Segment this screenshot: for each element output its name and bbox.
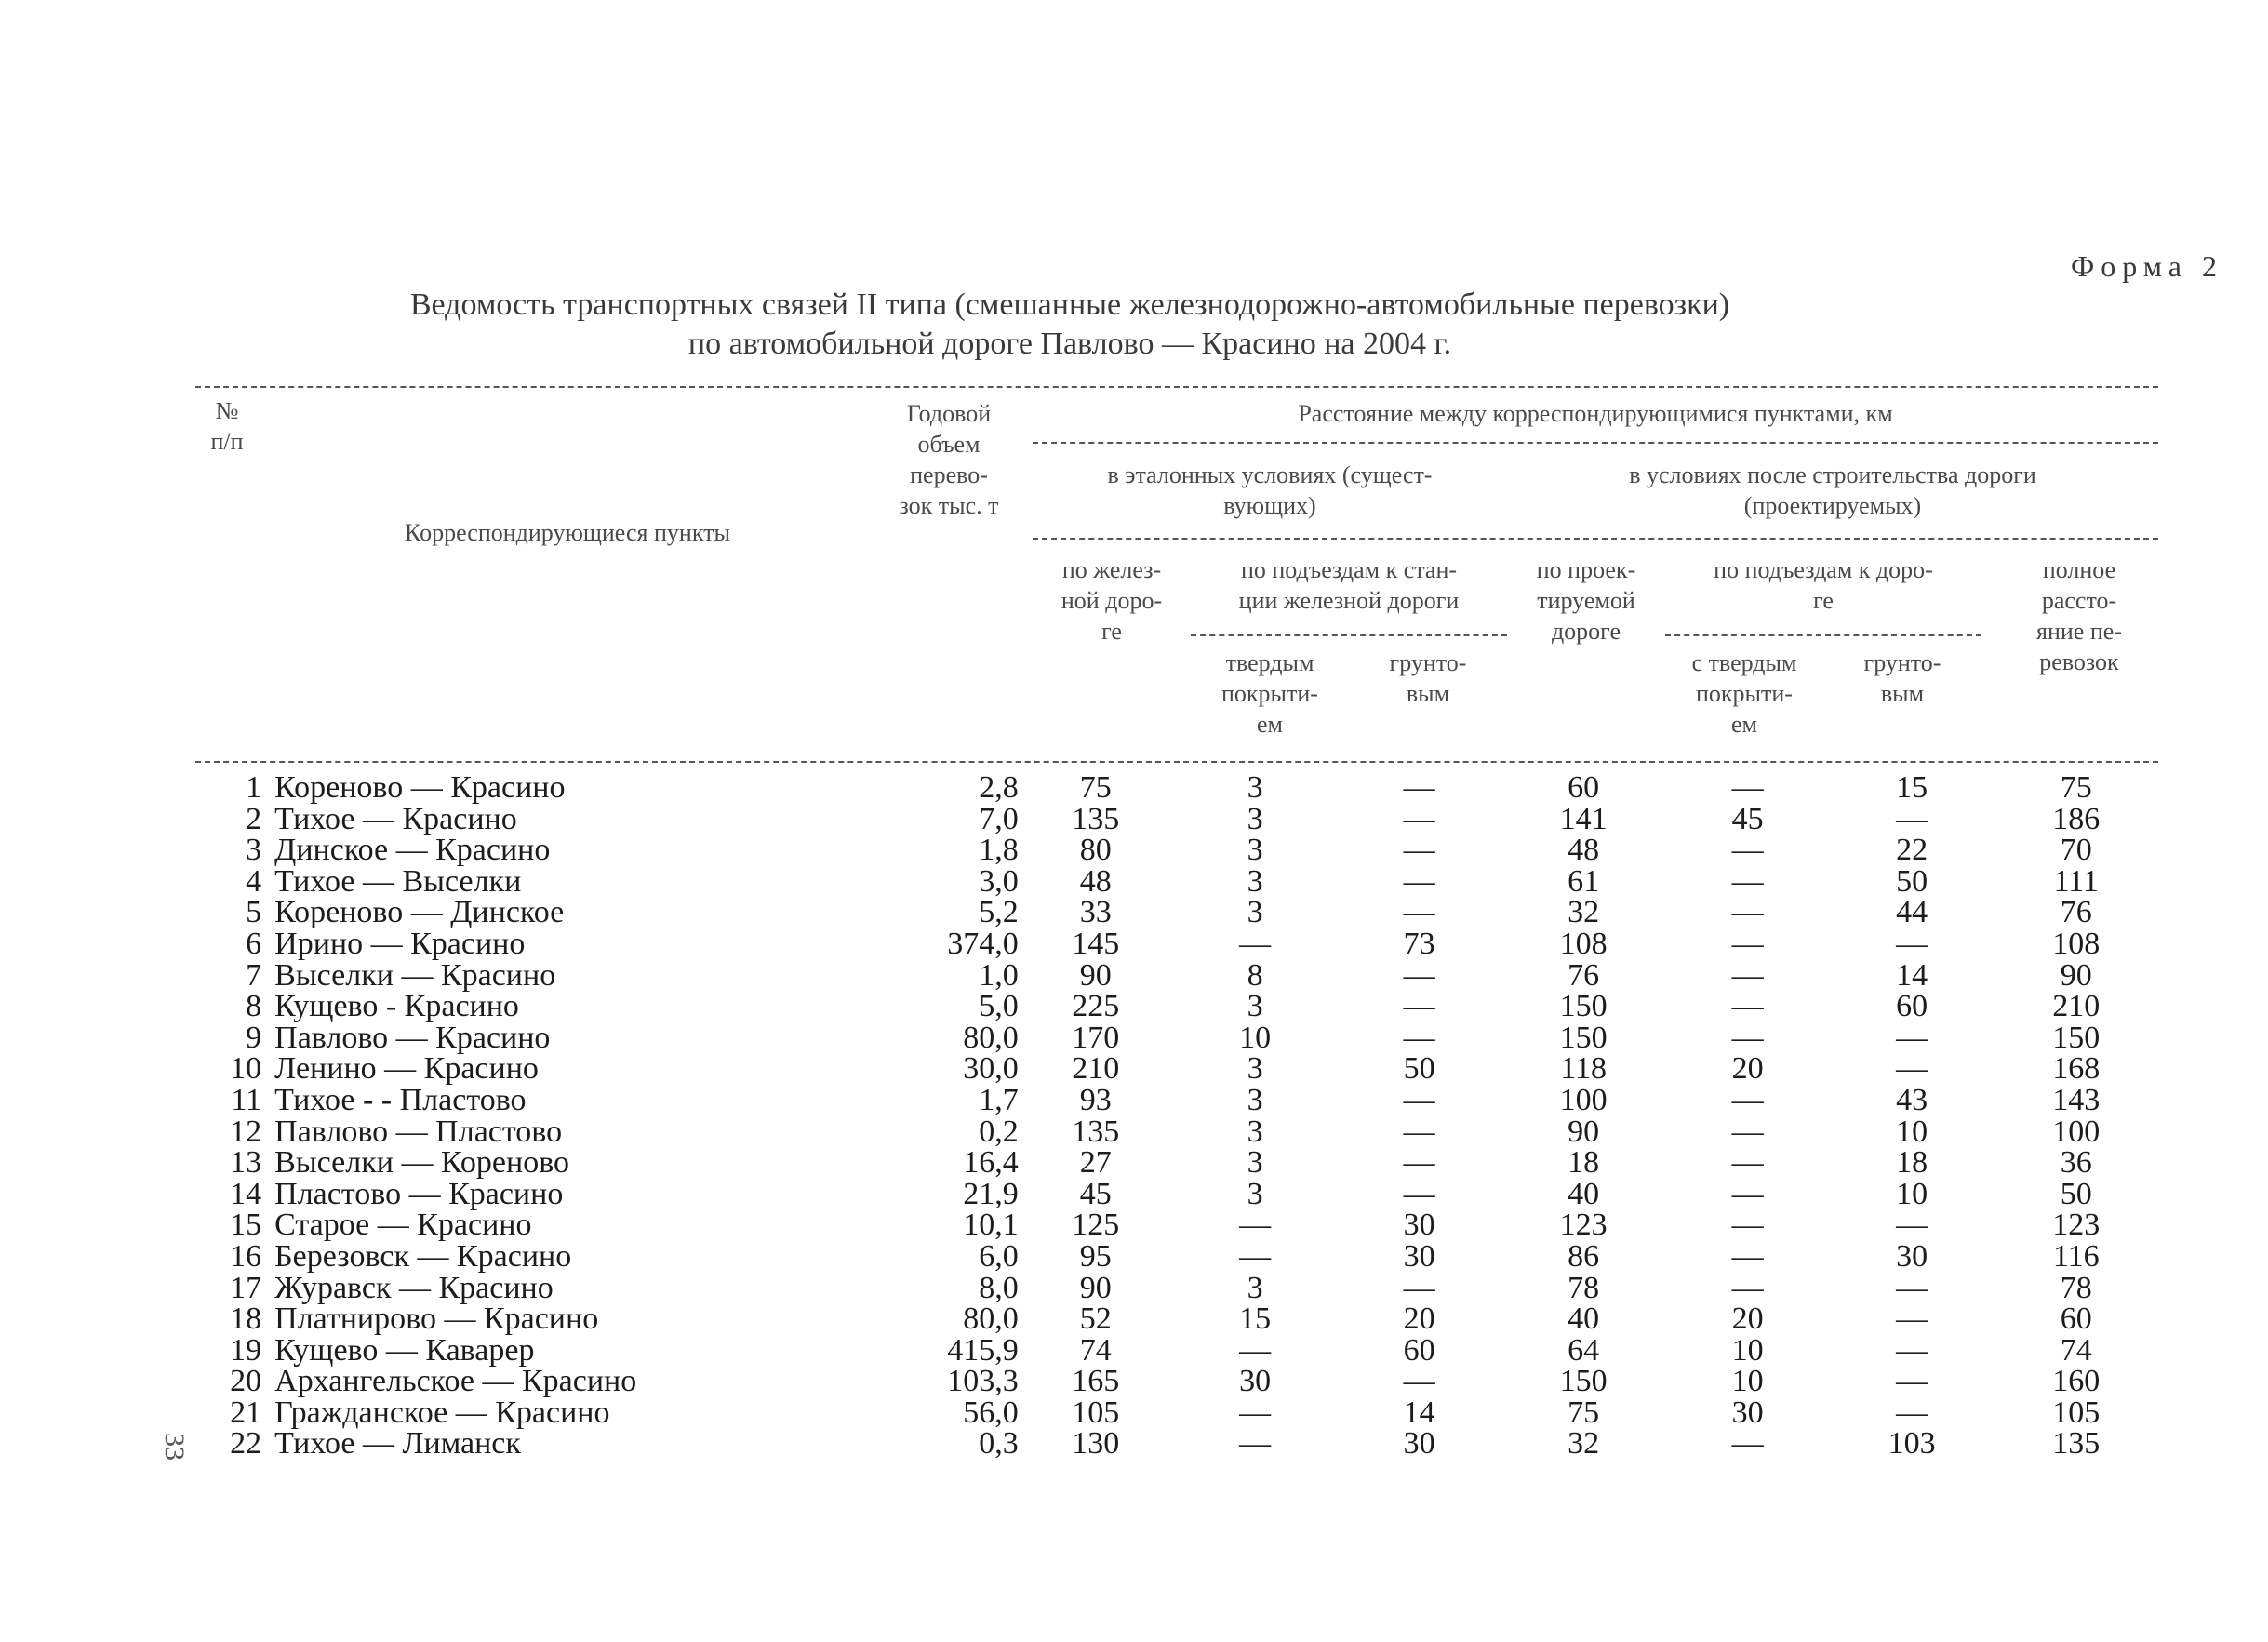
row-projected-dirt: 60 (1896, 989, 1928, 1024)
row-rail-distance: 80 (1079, 833, 1112, 868)
row-projected-distance: 108 (1559, 926, 1608, 961)
row-rail-distance: 135 (1072, 801, 1120, 836)
row-points: Платнирово — Красино (274, 1302, 599, 1337)
row-projected-dirt: 43 (1896, 1082, 1928, 1117)
row-projected-dirt: — (1896, 1395, 1928, 1430)
row-full-distance: 186 (2052, 801, 2101, 836)
row-projected-dirt: 22 (1896, 833, 1928, 868)
existing-group-header: в эталонных условиях (сущест- вующих) (1107, 461, 1433, 519)
row-dirt-access: — (1403, 1176, 1435, 1211)
row-dirt-access: 50 (1403, 1051, 1435, 1087)
row-volume: 16,4 (963, 1145, 1019, 1181)
row-projected-distance: 78 (1568, 1270, 1600, 1305)
row-hard-access: 3 (1247, 770, 1263, 805)
row-volume: 21,9 (963, 1176, 1019, 1211)
header-top-rule (195, 386, 2158, 388)
row-projected-hard: — (1731, 1208, 1764, 1243)
row-number: 19 (230, 1332, 262, 1368)
row-dirt-access: 14 (1403, 1395, 1435, 1430)
row-number: 3 (246, 833, 262, 868)
table-row (195, 772, 2158, 804)
road-access-rule (1665, 634, 1981, 636)
row-projected-distance: 40 (1568, 1176, 1600, 1211)
row-points: Павлово — Пластово (274, 1114, 563, 1149)
distance-group-header: Расстояние между корреспондирующимися пунктами, км (1298, 400, 1893, 427)
row-rail-distance: 52 (1079, 1302, 1112, 1337)
row-points: Березовск — Красино (274, 1238, 572, 1274)
row-hard-access: 3 (1247, 801, 1263, 836)
row-projected-dirt: 50 (1896, 863, 1928, 899)
row-volume: 6,0 (979, 1238, 1019, 1274)
projected-group-header: в условиях после строительства дороги (проектируемых) (1629, 461, 2036, 519)
table-row (195, 1428, 2158, 1460)
row-volume: 2,8 (979, 770, 1019, 805)
row-hard-access: 8 (1247, 957, 1263, 993)
table-row (195, 1209, 2158, 1241)
row-rail-distance: 130 (1072, 1426, 1120, 1462)
row-projected-dirt: — (1896, 1051, 1928, 1087)
row-full-distance: 135 (2052, 1426, 2101, 1462)
row-dirt-access: — (1403, 895, 1435, 930)
row-points: Тихое - - Пластово (274, 1082, 527, 1117)
row-projected-dirt: 10 (1896, 1114, 1928, 1149)
table-row (195, 1335, 2158, 1367)
row-projected-distance: 40 (1568, 1302, 1600, 1337)
table-row (195, 1053, 2158, 1085)
row-projected-hard: — (1731, 1270, 1764, 1305)
row-hard-access: 3 (1247, 989, 1263, 1024)
row-full-distance: 143 (2052, 1082, 2101, 1117)
row-volume: 5,0 (979, 989, 1019, 1024)
row-points: Павлово — Красино (274, 1020, 551, 1055)
row-number: 14 (230, 1176, 262, 1211)
page-number: 33 (159, 1433, 190, 1461)
row-number: 10 (230, 1051, 262, 1087)
row-dirt-access: 30 (1403, 1238, 1435, 1274)
row-hard-access: 3 (1247, 1051, 1263, 1087)
row-volume: 0,2 (979, 1114, 1019, 1149)
row-hard-access: — (1239, 1395, 1272, 1430)
row-dirt-access: — (1403, 1020, 1435, 1055)
row-full-distance: 111 (2053, 863, 2099, 899)
row-dirt-access: — (1403, 1364, 1435, 1399)
row-projected-hard: — (1731, 1176, 1764, 1211)
row-dirt-access: — (1403, 863, 1435, 899)
row-hard-access: — (1239, 1332, 1272, 1368)
row-projected-hard: 20 (1731, 1051, 1764, 1087)
row-projected-hard: — (1731, 895, 1764, 930)
col-full-header: полное рассто- яние пе- ревозок (2036, 556, 2122, 675)
document-title (279, 286, 1861, 364)
row-full-distance: 123 (2052, 1208, 2101, 1243)
row-projected-dirt: — (1896, 926, 1928, 961)
col-p-dirt-header: грунто- вым (1863, 649, 1941, 707)
row-projected-distance: 48 (1568, 833, 1600, 868)
row-full-distance: 76 (2060, 895, 2092, 930)
row-volume: 7,0 (979, 801, 1019, 836)
row-projected-hard: — (1731, 770, 1764, 805)
row-full-distance: 70 (2060, 833, 2092, 868)
row-hard-access: — (1239, 1238, 1272, 1274)
row-projected-dirt: 15 (1896, 770, 1928, 805)
table-row (195, 991, 2158, 1022)
row-hard-access: 3 (1247, 1145, 1263, 1181)
table-row (195, 834, 2158, 866)
row-hard-access: — (1239, 926, 1272, 961)
table-row (195, 804, 2158, 835)
row-full-distance: 74 (2060, 1332, 2092, 1368)
row-points: Ирино — Красино (274, 926, 526, 961)
table-row (195, 1085, 2158, 1116)
row-dirt-access: — (1403, 1145, 1435, 1181)
row-projected-distance: 150 (1559, 989, 1608, 1024)
table-row (195, 1179, 2158, 1210)
row-volume: 1,0 (979, 957, 1019, 993)
row-volume: 374,0 (947, 926, 1019, 961)
col-volume-header: Годовой объем перево- зок тыс. т (899, 400, 999, 519)
row-volume: 8,0 (979, 1270, 1019, 1305)
row-number: 21 (230, 1395, 262, 1430)
table-row (195, 1273, 2158, 1304)
subgroup-rule (1033, 538, 2158, 540)
row-projected-distance: 18 (1568, 1145, 1600, 1181)
row-rail-distance: 225 (1072, 989, 1120, 1024)
title-line-2: по автомобильной дороге Павлово — Красино на 2004 г. (687, 327, 1452, 361)
row-volume: 415,9 (947, 1332, 1019, 1368)
row-projected-dirt: — (1896, 801, 1928, 836)
row-projected-distance: 60 (1568, 770, 1600, 805)
row-full-distance: 60 (2060, 1302, 2092, 1337)
row-number: 18 (230, 1302, 262, 1337)
row-number: 1 (246, 770, 262, 805)
row-projected-hard: 30 (1731, 1395, 1764, 1430)
row-hard-access: 3 (1247, 1114, 1263, 1149)
distance-group-rule (1033, 442, 2158, 444)
row-projected-hard: 20 (1731, 1302, 1764, 1337)
row-points: Журавск — Красино (274, 1270, 554, 1305)
col-rail-header: по желез- ной доро- ге (1061, 556, 1163, 645)
row-number: 13 (230, 1145, 262, 1181)
row-projected-hard: — (1731, 926, 1764, 961)
row-hard-access: 3 (1247, 863, 1263, 899)
row-projected-dirt: 103 (1888, 1426, 1936, 1462)
row-full-distance: 210 (2052, 989, 2101, 1024)
row-full-distance: 116 (2052, 1238, 2100, 1274)
row-dirt-access: 60 (1403, 1332, 1435, 1368)
table-row (195, 1147, 2158, 1179)
row-number: 6 (246, 926, 262, 961)
row-projected-hard: 10 (1731, 1332, 1764, 1368)
row-points: Тихое — Выселки (274, 863, 522, 899)
row-hard-access: 3 (1247, 833, 1263, 868)
row-projected-distance: 150 (1559, 1020, 1608, 1055)
row-projected-dirt: — (1896, 1208, 1928, 1243)
row-projected-distance: 150 (1559, 1364, 1608, 1399)
row-full-distance: 75 (2060, 770, 2092, 805)
row-rail-distance: 105 (1072, 1395, 1120, 1430)
row-volume: 1,8 (979, 833, 1019, 868)
row-projected-distance: 90 (1568, 1114, 1600, 1149)
row-dirt-access: — (1403, 989, 1435, 1024)
row-number: 11 (231, 1082, 262, 1117)
row-projected-hard: 45 (1731, 801, 1764, 836)
row-number: 7 (246, 957, 262, 993)
row-points: Кореново — Динское (274, 895, 565, 930)
row-points: Выселки — Кореново (274, 1145, 570, 1181)
row-dirt-access: 73 (1403, 926, 1435, 961)
row-volume: 5,2 (979, 895, 1019, 930)
row-points: Кореново — Красино (274, 770, 566, 805)
row-hard-access: 3 (1247, 895, 1263, 930)
row-points: Архангельское — Красино (274, 1364, 637, 1399)
row-projected-hard: — (1731, 989, 1764, 1024)
row-volume: 80,0 (963, 1020, 1019, 1055)
table-row (195, 1366, 2158, 1397)
row-full-distance: 36 (2060, 1145, 2092, 1181)
row-volume: 80,0 (963, 1302, 1019, 1337)
row-full-distance: 105 (2052, 1395, 2101, 1430)
row-projected-hard: — (1731, 863, 1764, 899)
row-full-distance: 168 (2052, 1051, 2101, 1087)
row-number: 4 (246, 863, 262, 899)
col-no-header: № п/п (210, 397, 244, 455)
row-points: Выселки — Красино (274, 957, 556, 993)
row-rail-distance: 75 (1079, 770, 1112, 805)
row-hard-access: 3 (1247, 1082, 1263, 1117)
row-projected-distance: 61 (1568, 863, 1600, 899)
row-projected-hard: — (1731, 957, 1764, 993)
row-points: Динское — Красино (274, 833, 551, 868)
col-projected-road-header: по проек- тируемой дороге (1536, 556, 1636, 645)
row-hard-access: — (1239, 1426, 1272, 1462)
row-points: Пластово — Красино (274, 1176, 564, 1211)
row-hard-access: 3 (1247, 1270, 1263, 1305)
row-projected-hard: — (1731, 1238, 1764, 1274)
access-rule (1191, 634, 1507, 636)
row-number: 15 (230, 1208, 262, 1243)
row-points: Кущево — Каварер (274, 1332, 535, 1368)
row-projected-dirt: 18 (1896, 1145, 1928, 1181)
form-label: Форма 2 (2070, 249, 2223, 283)
row-rail-distance: 210 (1072, 1051, 1120, 1087)
row-hard-access: 10 (1239, 1020, 1272, 1055)
row-dirt-access: — (1403, 801, 1435, 836)
row-hard-access: — (1239, 1208, 1272, 1243)
col-p-hard-header: с твердым покрыти- ем (1691, 649, 1797, 738)
col-road-access-header: по подъездам к доро- ге (1714, 556, 1933, 614)
row-projected-hard: — (1731, 1145, 1764, 1181)
row-number: 17 (230, 1270, 262, 1305)
row-rail-distance: 74 (1079, 1332, 1112, 1368)
row-projected-distance: 141 (1559, 801, 1608, 836)
row-rail-distance: 125 (1072, 1208, 1120, 1243)
row-dirt-access: — (1403, 1114, 1435, 1149)
row-points: Гражданское — Красино (274, 1395, 610, 1430)
table-row (195, 1303, 2158, 1335)
row-rail-distance: 93 (1079, 1082, 1112, 1117)
row-projected-distance: 64 (1568, 1332, 1600, 1368)
row-rail-distance: 48 (1079, 863, 1112, 899)
row-projected-distance: 118 (1560, 1051, 1607, 1087)
row-full-distance: 90 (2060, 957, 2092, 993)
row-rail-distance: 90 (1079, 1270, 1112, 1305)
table-row (195, 1397, 2158, 1429)
row-projected-hard: — (1731, 833, 1764, 868)
row-dirt-access: 30 (1403, 1426, 1435, 1462)
row-rail-distance: 165 (1072, 1364, 1120, 1399)
row-rail-distance: 145 (1072, 926, 1120, 961)
row-number: 12 (230, 1114, 262, 1149)
row-projected-hard: — (1731, 1020, 1764, 1055)
col-dirt-header: грунто- вым (1389, 649, 1467, 707)
row-projected-dirt: — (1896, 1364, 1928, 1399)
row-projected-distance: 32 (1568, 895, 1600, 930)
row-rail-distance: 90 (1079, 957, 1112, 993)
row-projected-distance: 123 (1559, 1208, 1608, 1243)
row-points: Тихое — Лиманск (274, 1426, 521, 1462)
row-full-distance: 78 (2060, 1270, 2092, 1305)
row-hard-access: 15 (1239, 1302, 1272, 1337)
table-row (195, 866, 2158, 898)
row-volume: 10,1 (963, 1208, 1019, 1243)
table-row (195, 960, 2158, 992)
row-number: 20 (230, 1364, 262, 1399)
row-projected-hard: 10 (1731, 1364, 1764, 1399)
row-volume: 56,0 (963, 1395, 1019, 1430)
table-body (195, 772, 2158, 1460)
row-projected-dirt: 30 (1896, 1238, 1928, 1274)
row-projected-distance: 86 (1568, 1238, 1600, 1274)
row-projected-dirt: 14 (1896, 957, 1928, 993)
row-dirt-access: — (1403, 957, 1435, 993)
row-projected-dirt: — (1896, 1332, 1928, 1368)
table-row (195, 928, 2158, 960)
table-row (195, 1241, 2158, 1273)
row-dirt-access: — (1403, 1270, 1435, 1305)
row-points: Старое — Красино (274, 1208, 532, 1243)
col-points-header: Корреспондирующиеся пункты (405, 519, 730, 546)
row-rail-distance: 95 (1079, 1238, 1112, 1274)
header-bottom-rule (195, 761, 2158, 763)
row-rail-distance: 27 (1079, 1145, 1112, 1181)
row-dirt-access: — (1403, 1082, 1435, 1117)
table-row (195, 1116, 2158, 1148)
row-projected-dirt: — (1896, 1302, 1928, 1337)
table-row (195, 897, 2158, 928)
col-station-access-header: по подъездам к стан- ции железной дороги (1238, 556, 1460, 614)
row-full-distance: 50 (2060, 1176, 2092, 1211)
row-rail-distance: 45 (1079, 1176, 1112, 1211)
row-projected-dirt: — (1896, 1270, 1928, 1305)
row-points: Кущево - Красино (274, 989, 519, 1024)
row-projected-distance: 100 (1559, 1082, 1608, 1117)
row-volume: 1,7 (979, 1082, 1019, 1117)
row-projected-distance: 75 (1568, 1395, 1600, 1430)
row-volume: 3,0 (979, 863, 1019, 899)
row-full-distance: 108 (2052, 926, 2101, 961)
row-projected-hard: — (1731, 1082, 1764, 1117)
row-projected-distance: 32 (1568, 1426, 1600, 1462)
row-rail-distance: 135 (1072, 1114, 1120, 1149)
title-line-1: Ведомость транспортных связей II типа (смешанные железнодорожно-автомобильные перевозки) (409, 287, 1730, 322)
row-volume: 103,3 (947, 1364, 1019, 1399)
row-dirt-access: — (1403, 833, 1435, 868)
row-number: 5 (246, 895, 262, 930)
row-dirt-access: 30 (1403, 1208, 1435, 1243)
row-number: 16 (230, 1238, 262, 1274)
row-full-distance: 160 (2052, 1364, 2101, 1399)
row-number: 9 (246, 1020, 262, 1055)
row-hard-access: 3 (1247, 1176, 1263, 1211)
row-rail-distance: 170 (1072, 1020, 1120, 1055)
row-number: 2 (246, 801, 262, 836)
row-volume: 30,0 (963, 1051, 1019, 1087)
row-number: 8 (246, 989, 262, 1024)
row-projected-dirt: 44 (1896, 895, 1928, 930)
row-projected-dirt: 10 (1896, 1176, 1928, 1211)
row-points: Ленино — Красино (274, 1051, 539, 1087)
col-hard-header: твердым покрыти- ем (1221, 649, 1318, 738)
row-number: 22 (230, 1426, 262, 1462)
row-full-distance: 100 (2052, 1114, 2101, 1149)
transport-table (195, 772, 2158, 1460)
row-projected-dirt: — (1896, 1020, 1928, 1055)
row-projected-hard: — (1731, 1426, 1764, 1462)
row-hard-access: 30 (1239, 1364, 1272, 1399)
row-dirt-access: 20 (1403, 1302, 1435, 1337)
row-projected-hard: — (1731, 1114, 1764, 1149)
row-dirt-access: — (1403, 770, 1435, 805)
row-projected-distance: 76 (1568, 957, 1600, 993)
row-volume: 0,3 (979, 1426, 1019, 1462)
row-points: Тихое — Красино (274, 801, 517, 836)
row-full-distance: 150 (2052, 1020, 2101, 1055)
row-rail-distance: 33 (1079, 895, 1112, 930)
table-row (195, 1022, 2158, 1054)
